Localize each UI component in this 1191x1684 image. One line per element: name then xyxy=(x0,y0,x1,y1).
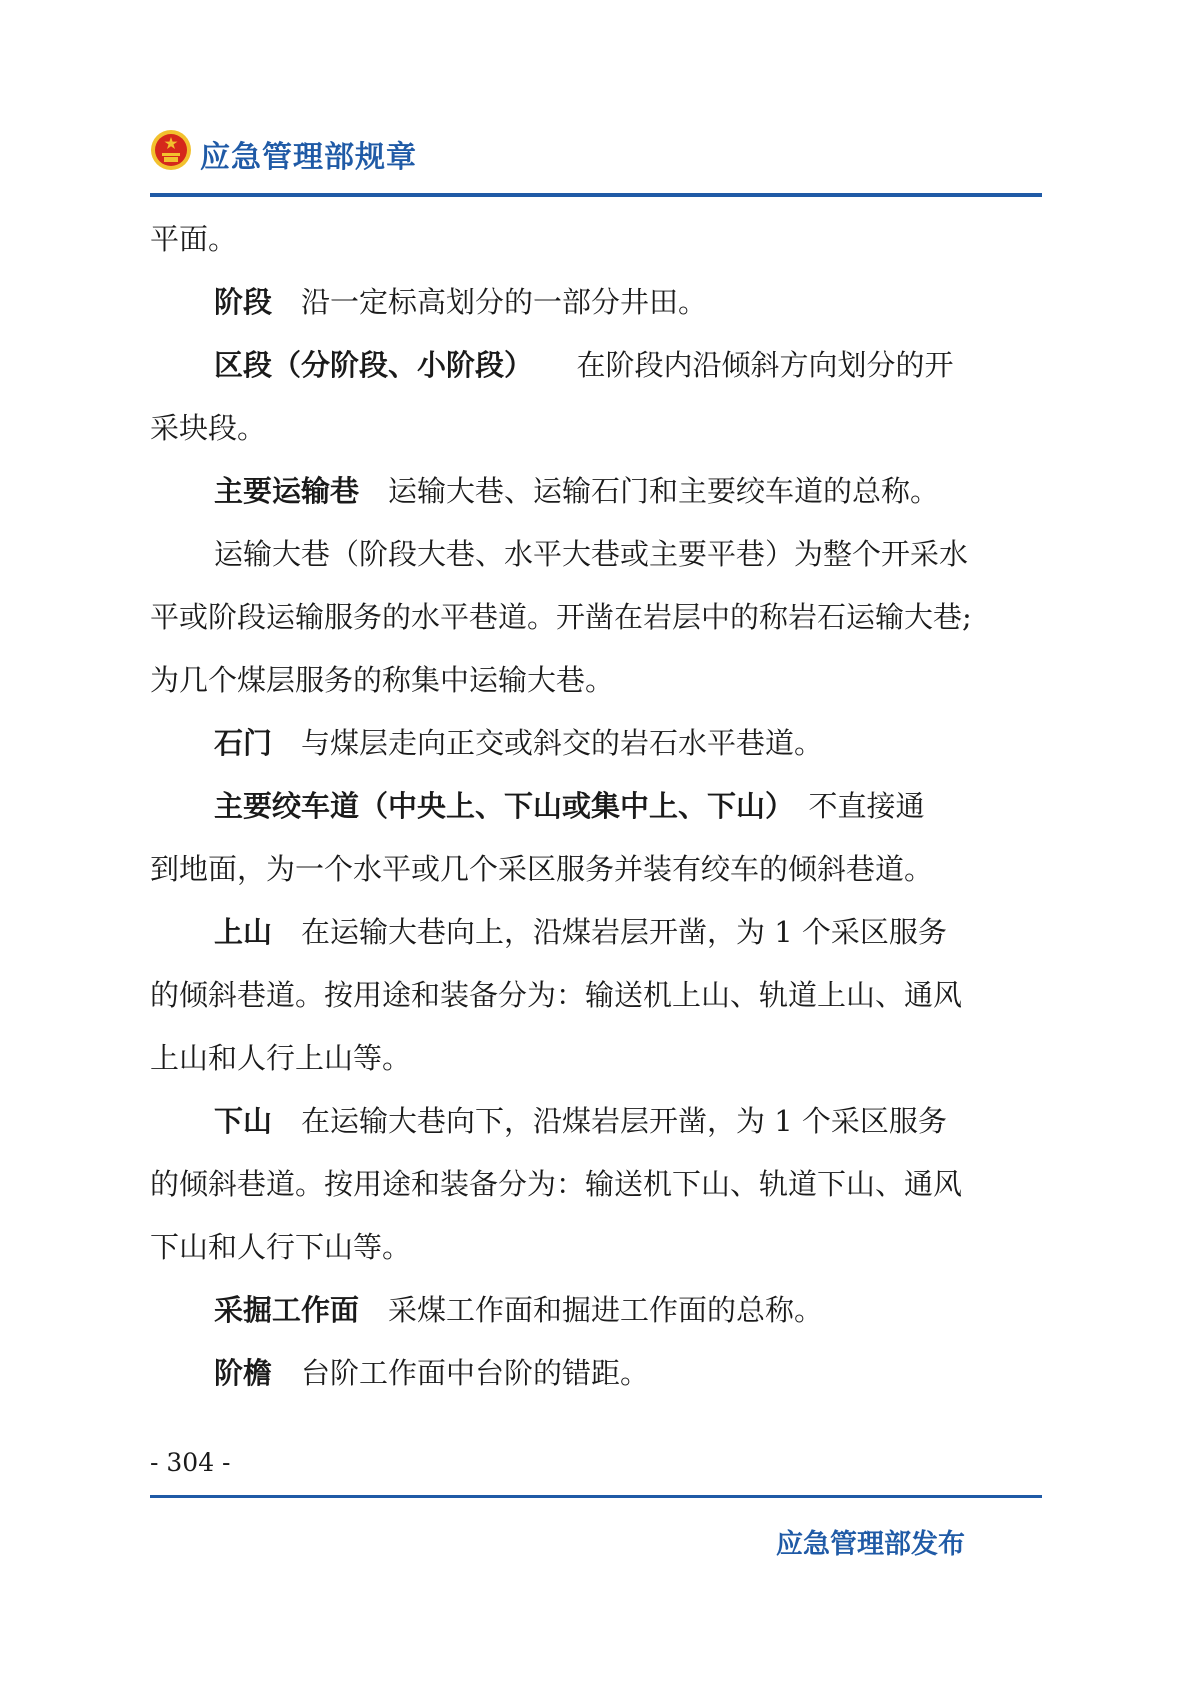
entry-term: 下山 xyxy=(214,1104,273,1138)
entry-text: 采块段。 xyxy=(150,411,267,445)
definition-entry xyxy=(150,1090,1042,1153)
definition-entry xyxy=(150,460,1042,523)
text-line xyxy=(150,838,1042,901)
text-line xyxy=(150,1216,1042,1279)
entry-term: 上山 xyxy=(214,915,273,949)
header-title: 应急管理部规章 xyxy=(200,140,417,175)
definition-entry xyxy=(150,712,1042,775)
definition-entry xyxy=(150,901,1042,964)
entry-text: 到地面，为一个水平或几个采区服务并装有绞车的倾斜巷道。 xyxy=(150,852,934,886)
text-line xyxy=(150,586,1042,649)
entry-text: 的倾斜巷道。按用途和装备分为：输送机下山、轨道下山、通风 xyxy=(150,1167,963,1201)
entry-text: 在阶段内沿倾斜方向划分的开 xyxy=(518,348,954,382)
text-line xyxy=(150,523,1042,586)
entry-text: 为几个煤层服务的称集中运输大巷。 xyxy=(150,663,615,697)
text-line xyxy=(150,1027,1042,1090)
entry-term: 主要运输巷 xyxy=(214,474,360,508)
definition-entry xyxy=(150,334,1042,397)
entry-text: 运输大巷（阶段大巷、水平大巷或主要平巷）为整个开采水 xyxy=(214,537,969,571)
entry-text: 在运输大巷向下，沿煤岩层开凿，为 1 个采区服务 xyxy=(272,1104,947,1138)
entry-term: 阶段 xyxy=(214,285,273,319)
entry-text: 平面。 xyxy=(150,222,238,256)
text-line xyxy=(150,649,1042,712)
entry-term: 石门 xyxy=(214,726,273,760)
definition-entry xyxy=(150,1279,1042,1342)
entry-text: 下山和人行下山等。 xyxy=(150,1230,412,1264)
national-emblem-icon xyxy=(150,129,192,171)
entry-text: 运输大巷、运输石门和主要绞车道的总称。 xyxy=(359,474,940,508)
entry-term: 阶檐 xyxy=(214,1356,273,1390)
entry-text: 台阶工作面中台阶的错距。 xyxy=(272,1356,650,1390)
header-rule xyxy=(150,193,1042,197)
page-number: - 304 - xyxy=(150,1448,231,1477)
text-line xyxy=(150,964,1042,1027)
entry-text: 在运输大巷向上，沿煤岩层开凿，为 1 个采区服务 xyxy=(272,915,947,949)
document-body xyxy=(150,208,1042,1405)
entry-text: 的倾斜巷道。按用途和装备分为：输送机上山、轨道上山、通风 xyxy=(150,978,963,1012)
definition-entry xyxy=(150,271,1042,334)
definition-entry xyxy=(150,1342,1042,1405)
entry-text: 上山和人行上山等。 xyxy=(150,1041,412,1075)
text-line xyxy=(150,1153,1042,1216)
text-line xyxy=(150,208,1042,271)
entry-text: 平或阶段运输服务的水平巷道。开凿在岩层中的称岩石运输大巷; xyxy=(150,600,972,634)
entry-term: 区段（分阶段、小阶段） xyxy=(214,348,519,382)
entry-text: 采煤工作面和掘进工作面的总称。 xyxy=(359,1293,824,1327)
entry-term: 主要绞车道（中央上、下山或集中上、下山） xyxy=(214,789,780,823)
footer-rule xyxy=(150,1495,1042,1498)
footer-publisher: 应急管理部发布 xyxy=(776,1529,965,1560)
definition-entry xyxy=(150,775,1042,838)
entry-term: 采掘工作面 xyxy=(214,1293,360,1327)
page-header xyxy=(150,118,1042,178)
entry-text: 与煤层走向正交或斜交的岩石水平巷道。 xyxy=(272,726,824,760)
entry-text: 不直接通 xyxy=(779,789,925,823)
entry-text: 沿一定标高划分的一部分井田。 xyxy=(272,285,708,319)
text-line xyxy=(150,397,1042,460)
